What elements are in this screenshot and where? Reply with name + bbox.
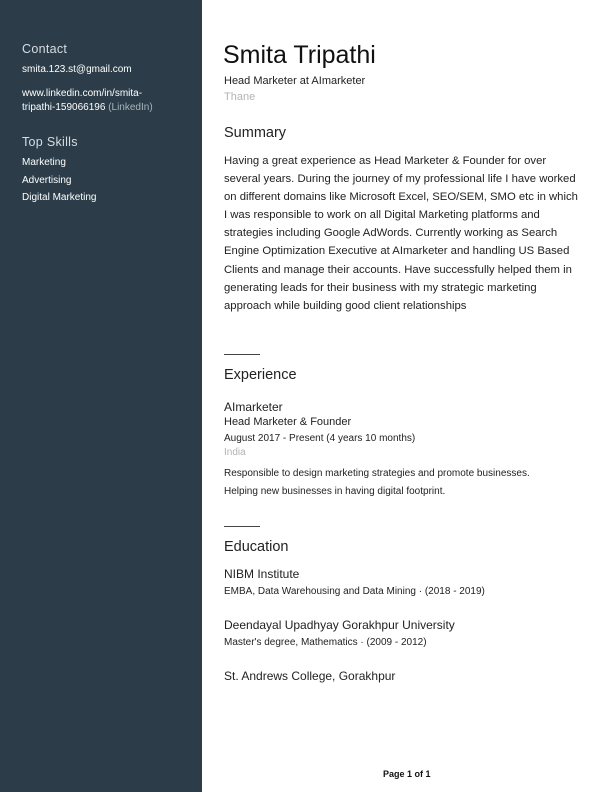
profile-name: Smita Tripathi (223, 41, 376, 69)
skill-item: Digital Marketing (22, 192, 97, 203)
education-heading: Education (224, 539, 289, 555)
linkedin-url-part[interactable]: tripathi-159066196 (22, 102, 106, 113)
contact-heading: Contact (22, 42, 68, 56)
divider (224, 354, 260, 355)
job-description: Helping new businesses in having digital footprint. (224, 486, 446, 497)
divider (224, 526, 260, 527)
sidebar (0, 0, 202, 792)
linkedin-link-cont[interactable] (22, 102, 153, 113)
email-link[interactable]: smita.123.st@gmail.com (22, 64, 132, 75)
education-detail: Master's degree, Mathematics · (2009 - 2012) (224, 637, 427, 648)
experience-heading: Experience (224, 367, 297, 383)
education-detail: EMBA, Data Warehousing and Data Mining · (2018 - 2019) (224, 586, 485, 597)
linkedin-link[interactable]: www.linkedin.com/in/smita- (22, 88, 143, 99)
school-name: NIBM Institute (224, 567, 300, 581)
skill-item: Marketing (22, 157, 66, 168)
job-title: Head Marketer & Founder (224, 416, 352, 428)
company-name: AImarketer (224, 400, 283, 414)
location: Thane (224, 91, 256, 103)
school-name: St. Andrews College, Gorakhpur (224, 669, 396, 683)
summary-heading: Summary (224, 125, 287, 141)
job-description: Responsible to design marketing strategies and promote businesses. (224, 468, 530, 479)
job-dates: August 2017 - Present (4 years 10 months) (224, 433, 416, 444)
school-name: Deendayal Upadhyay Gorakhpur University (224, 618, 455, 632)
skill-item: Advertising (22, 175, 72, 186)
headline: Head Marketer at AImarketer (224, 75, 366, 87)
summary-text: Having a great experience as Head Marketer & Founder for over several years. During the journey of my professional life I have worked on different domains like Microsoft Excel, SEO/SEM, SMO etc in which I was responsible to work on all Digital Marketing platforms and strategies including Google AdWords. Currently working as Search Engine Optimization Executive at AImarketer and handling US Based Clients and manage their accounts. Have successfully helped them in generating leads for their business with my strategic marketing approach while building good client relationships (224, 155, 578, 312)
linkedin-label: (LinkedIn) (108, 102, 153, 113)
skills-heading: Top Skills (22, 135, 78, 149)
page-number: Page 1 of 1 (383, 769, 431, 779)
job-location: India (224, 447, 246, 458)
